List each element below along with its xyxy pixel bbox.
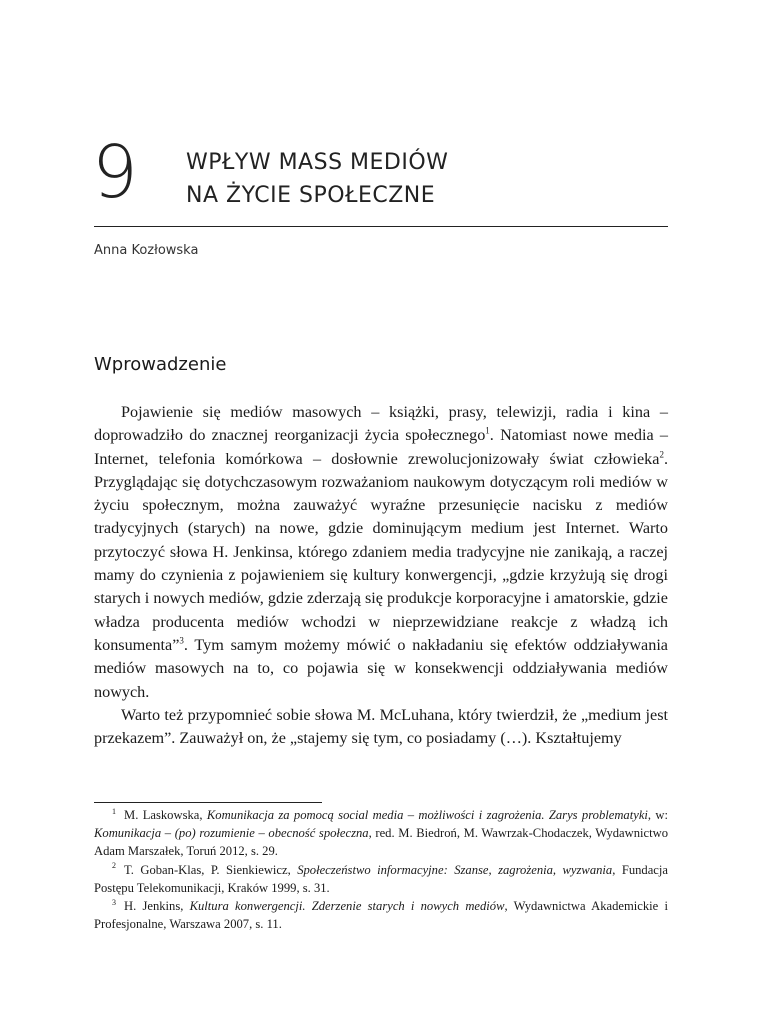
chapter-title-line-1: WPŁYW MASS MEDIÓW	[186, 150, 449, 175]
footnotes	[94, 806, 668, 933]
footnote-text: , w:	[647, 808, 669, 822]
footnote-title: Społeczeństwo informacyjne: Szanse, zagrożenia, wyzwania	[297, 862, 613, 877]
footnote-text: H. Jenkins,	[124, 899, 190, 914]
chapter-number: 9	[92, 130, 138, 214]
paragraph-1-part-c: . Przyglądając się dotychczasowym rozważaniom naukowym dotyczącym roli mediów w życiu społecznym, można zauważyć wyraźne przesunięcie nacisku z mediów tradycyjnych (starych) na nowe, gdzie dominującym medium jest Internet. Warto przytoczyć słowa H. Jenkinsa, którego zdaniem media tradycyjne nie zanikają, a raczej mamy do czynienia z pojawieniem się kultury konwergencji, „gdzie krzyżują się drogi starych i nowych mediów, gdzie zderzają się produkcje korporacyjne i amatorskie, gdzie władza producenta mediów wchodzi w nieprzewidziane reakcje z władzą ich konsumenta”	[94, 449, 668, 654]
paragraph-2: Warto też przypomnieć sobie słowa M. McLuhana, który twierdził, że „medium jest przekazem”. Zauważył on, że „stajemy się tym, co posiadamy (…). Kształtujemy	[94, 705, 668, 748]
footnote-title: Komunikacja – (po) rozumienie – obecność społeczna	[94, 826, 369, 841]
footnote-text: , Wydawnictwa Akademickie i Profesjonalne, Warszawa 2007, s. 11.	[94, 899, 668, 932]
footnote-number: 2	[112, 861, 116, 871]
footnote-3	[94, 897, 668, 933]
footnote-text: , red. M. Biedroń, M. Wawrzak-Chodaczek, Wydawnictwo Adam Marszałek, Toruń 2012, s. 29.	[94, 826, 668, 859]
title-divider	[94, 226, 668, 227]
footnote-ref-1[interactable]: 1	[485, 425, 490, 436]
footnote-text: , Fundacja Postępu Telekomunikacji, Kraków 1999, s. 31.	[94, 862, 668, 895]
footnote-text: T. Goban-Klas, P. Sienkiewicz,	[124, 862, 298, 877]
body-text	[94, 401, 668, 750]
footnote-2	[94, 861, 668, 897]
footnote-divider	[94, 802, 322, 803]
paragraph-1	[94, 401, 668, 704]
footnote-title: Komunikacja za pomocą social media – możliwości i zagrożenia. Zarys problematyki	[206, 808, 648, 822]
footnote-number: 1	[112, 806, 116, 816]
chapter-title	[186, 146, 448, 212]
footnote-title: Kultura konwergencji. Zderzenie starych i nowych mediów	[189, 899, 505, 914]
footnote-ref-2[interactable]: 2	[659, 449, 664, 460]
section-heading: Wprowadzenie	[94, 354, 227, 375]
footnote-ref-3[interactable]: 3	[179, 635, 184, 646]
paragraph-1-part-b: . Natomiast nowe media – Internet, telefonia komórkowa – dosłownie zrewolucjonizowały świat człowieka	[94, 426, 669, 468]
footnote-number: 3	[112, 897, 116, 907]
footnote-text: M. Laskowska,	[124, 808, 207, 822]
chapter-title-line-2: NA ŻYCIE SPOŁECZNE	[186, 183, 436, 208]
author-name: Anna Kozłowska	[94, 243, 199, 258]
footnote-1	[94, 806, 668, 861]
paragraph-1-part-d: . Tym samym możemy mówić o nakładaniu się efektów oddziaływania mediów masowych na to, co pojawia się w konsekwencji oddziaływania mediów nowych.	[94, 635, 668, 701]
paragraph-1-part-a: Pojawienie się mediów masowych – książki, prasy, telewizji, radia i kina – doprowadziło do znacznej reorganizacji życia społecznego	[94, 403, 668, 445]
